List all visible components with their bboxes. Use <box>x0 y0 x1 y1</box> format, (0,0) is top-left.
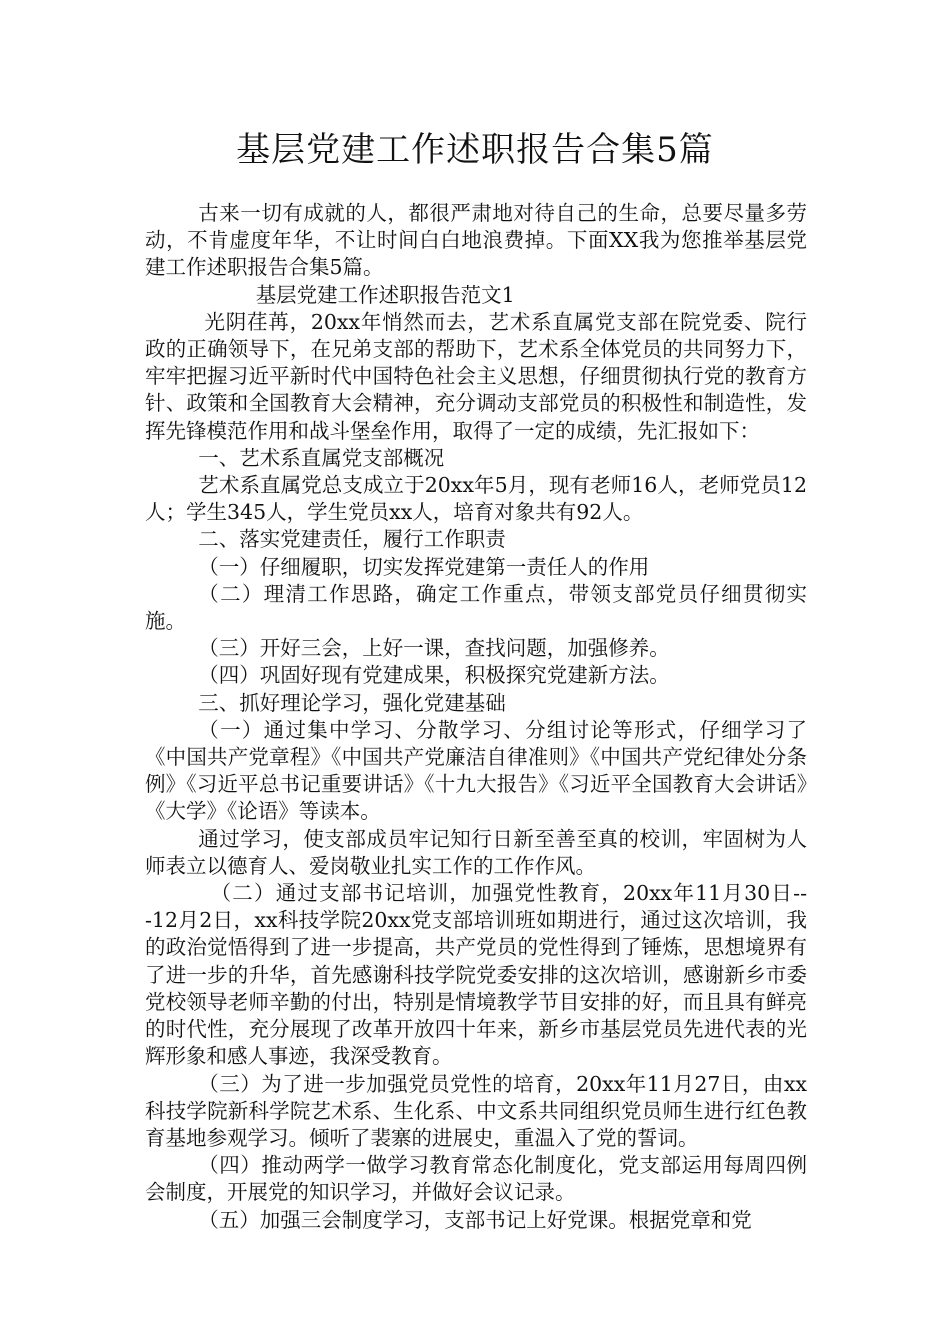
paragraph: （二）理清工作思路，确定工作重点，带领支部党员仔细贯彻实施。 <box>145 581 807 634</box>
document-body <box>145 200 807 1234</box>
paragraph: 三、抓好理论学习，强化党建基础 <box>198 690 506 715</box>
paragraph: （五）加强三会制度学习，支部书记上好党课。根据党章和党 <box>198 1207 752 1232</box>
paragraph: 基层党建工作述职报告范文1 <box>255 282 515 307</box>
paragraph: 光阴荏苒，20xx年悄然而去，艺术系直属党支部在院党委、院行政的正确领导下，在兄弟支部的帮助下，艺术系全体党员的共同努力下，牢牢把握习近平新时代中国特色社会主义思想，仔细贯彻执行党的教育方针、政策和全国教育大会精神，充分调动支部党员的积极性和制造性，发挥先锋模范作用和战斗堡垒作用，取得了一定的成绩，先汇报如下： <box>145 309 807 443</box>
paragraph: 二、落实党建责任，履行工作职责 <box>198 527 506 552</box>
paragraph: 艺术系直属党总支成立于20xx年5月，现有老师16人，老师党员12人；学生345人，学生党员xx人，培育对象共有92人。 <box>145 473 807 525</box>
paragraph: 古来一切有成就的人，都很严肃地对待自己的生命，总要尽量多劳动，不肯虚度年华，不让时间白白地浪费掉。下面XX我为您推举基层党建工作述职报告合集5篇。 <box>145 201 807 280</box>
paragraph: 一、艺术系直属党支部概况 <box>198 445 445 470</box>
paragraph: （一）仔细履职，切实发挥党建第一责任人的作用 <box>198 554 650 579</box>
paragraph: （二）通过支部书记培训，加强党性教育，20xx年11月30日---12月2日，xx科技学院20xx党支部培训班如期进行，通过这次培训，我的政治觉悟得到了进一步提高，共产党员的党性得到了锤炼，思想境界有了进一步的升华，首先感谢科技学院党委安排的这次培训，感谢新乡市委党校领导老师辛勤的付出，特别是情境教学节目安排的好，而且具有鲜亮的时代性，充分展现了改革开放四十年来，新乡市基层党员先进代表的光辉形象和感人事迹，我深受教育。 <box>145 881 807 1069</box>
paragraph: （四）巩固好现有党建成果，积极探究党建新方法。 <box>198 663 670 688</box>
document-title: 基层党建工作述职报告合集5篇 <box>236 130 714 170</box>
paragraph: 通过学习，使支部成员牢记知行日新至善至真的校训，牢固树为人师表立以德育人、爱岗敬业扎实工作的工作作风。 <box>145 826 807 878</box>
paragraph: （四）推动两学一做学习教育常态化制度化，党支部运用每周四例会制度，开展党的知识学习，并做好会议记录。 <box>145 1153 807 1205</box>
paragraph: （三）为了进一步加强党员党性的培育，20xx年11月27日，由xx科技学院新科学院艺术系、生化系、中文系共同组织党员师生进行红色教育基地参观学习。倾听了裴寨的进展史，重温入了党的誓词。 <box>145 1071 807 1150</box>
paragraph: （一）通过集中学习、分散学习、分组讨论等形式，仔细学习了《中国共产党章程》《中国共产党廉洁自律准则》《中国共产党纪律处分条例》《习近平总书记重要讲话》《十九大报告》《习近平全国教育大会讲话》《大学》《论语》等读本。 <box>145 717 807 824</box>
paragraph: （三）开好三会，上好一课，查找问题，加强修养。 <box>198 636 670 661</box>
